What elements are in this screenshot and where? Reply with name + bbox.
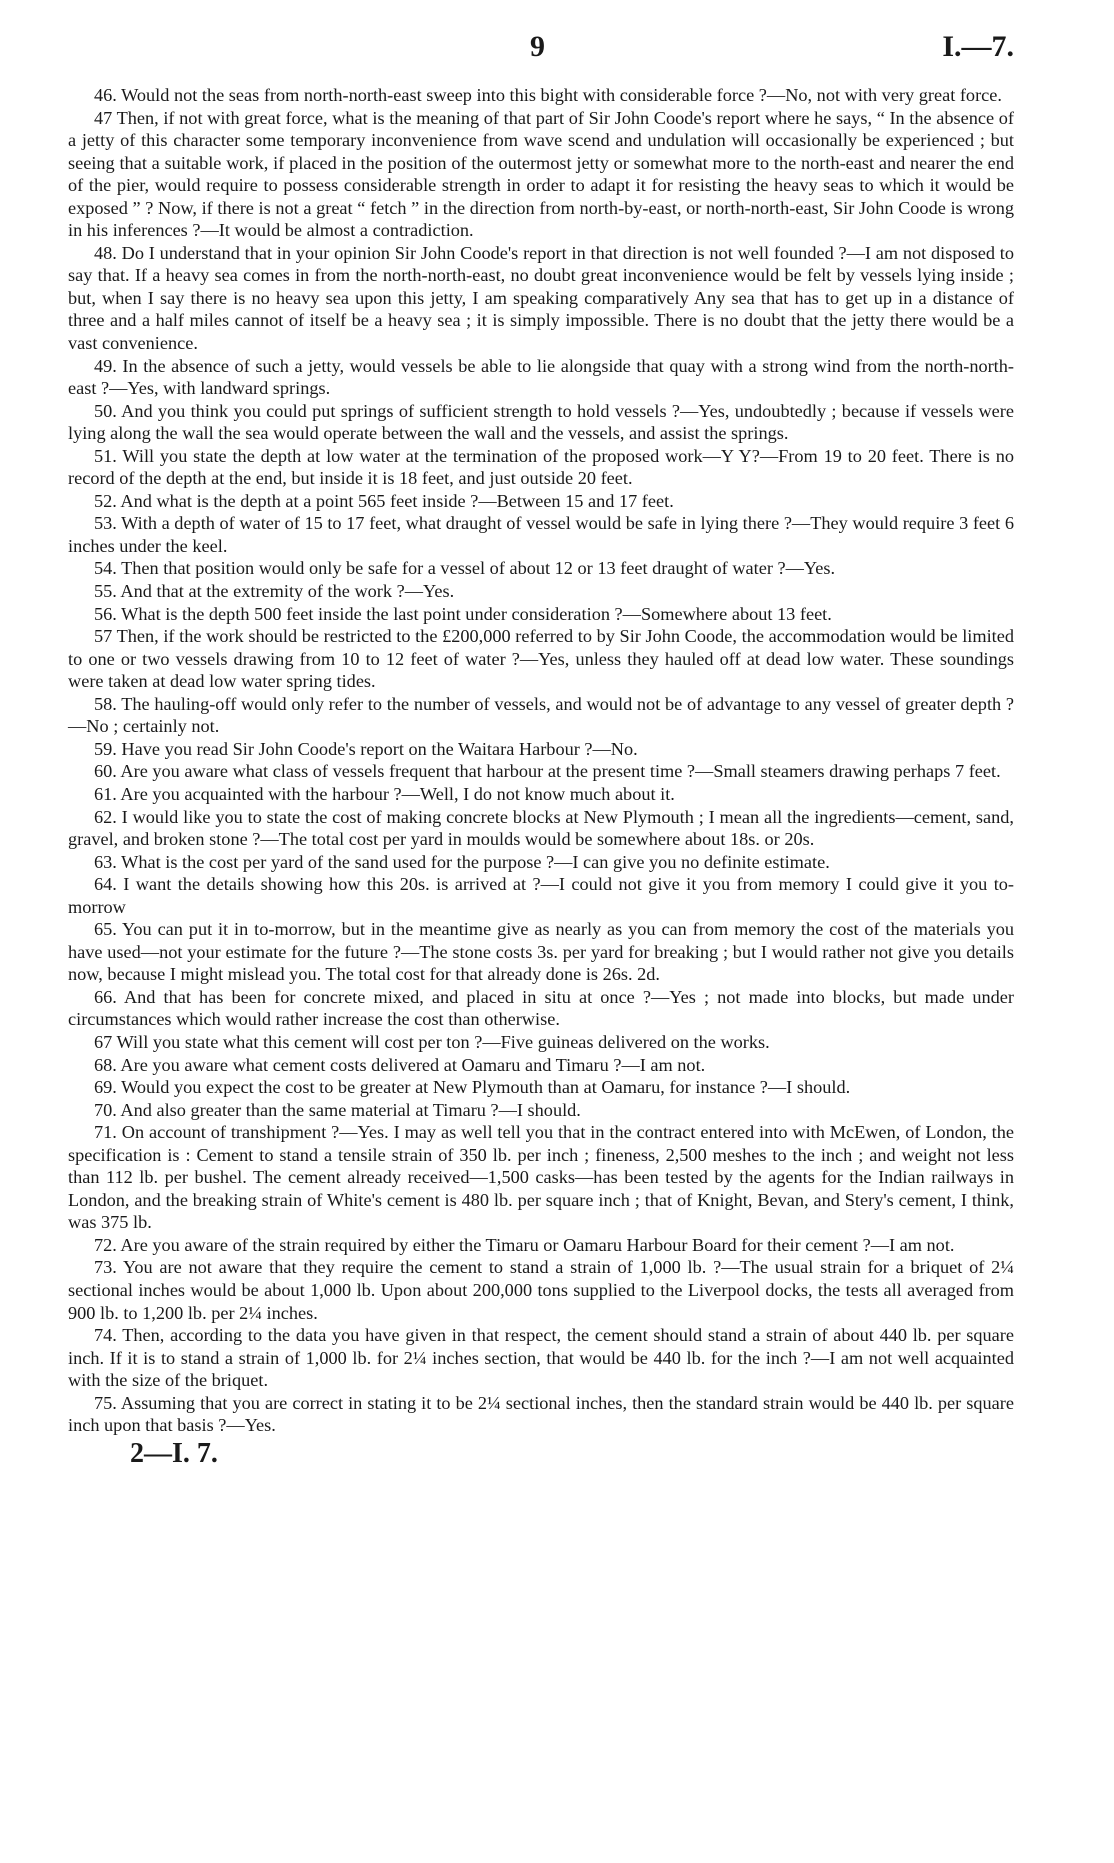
paragraph: 69. Would you expect the cost to be greater at New Plymouth than at Oamaru, for instance ?—I should. [94,1077,851,1098]
paragraph: 61. Are you acquainted with the harbour ?—Well, I do not know much about it. [94,783,675,804]
document-body [68,84,1014,1437]
paragraph: 49. In the absence of such a jetty, would vessels be able to lie alongside that quay with a strong wind from the north-north-east ?—Yes, with landward springs. [68,355,1014,399]
document-reference: I.—7. [942,30,1014,63]
paragraph: 63. What is the cost per yard of the sand used for the purpose ?—I can give you no definite estimate. [94,851,830,872]
paragraph: 72. Are you aware of the strain required by either the Timaru or Oamaru Harbour Board for their cement ?—I am not. [94,1234,955,1255]
paragraph: 67 Will you state what this cement will cost per ton ?—Five guineas delivered on the works. [94,1031,770,1052]
paragraph: 74. Then, according to the data you have given in that respect, the cement should stand a strain of about 440 lb. per square inch. If it is to stand a strain of 1,000 lb. for 2¼ inches section, that would be 440 lb. for the inch ?—I am not well acquainted with the size of the briquet. [68,1325,1014,1391]
signature-mark: 2—I. 7. [130,1437,218,1469]
paragraph: 46. Would not the seas from north-north-east sweep into this bight with considerable force ?—No, not with very great force. [94,85,1002,105]
paragraph: 57 Then, if the work should be restricted to the £200,000 referred to by Sir John Coode, the accommodation would be limited to one or two vessels drawing from 10 to 12 feet of water ?—Yes, unless they hauled off at dead low water. These soundings were taken at dead low water spring tides. [68,626,1014,692]
paragraph: 66. And that has been for concrete mixed, and placed in situ at once ?—Yes ; not made into blocks, but made under circumstances which would rather increase the cost than otherwise. [68,986,1014,1030]
paragraph: 60. Are you aware what class of vessels frequent that harbour at the present time ?—Small steamers drawing perhaps 7 feet. [94,761,1001,782]
page-number: 9 [530,30,545,63]
page-header [68,30,1014,84]
paragraph: 75. Assuming that you are correct in stating it to be 2¼ sectional inches, then the standard strain would be 440 lb. per square inch upon that basis ?—Yes. [68,1392,1014,1436]
paragraph: 59. Have you read Sir John Coode's report on the Waitara Harbour ?—No. [94,738,638,759]
paragraph: 64. I want the details showing how this 20s. is arrived at ?—I could not give it you from memory I could give it you to-morrow [68,874,1014,917]
paragraph: 50. And you think you could put springs of sufficient strength to hold vessels ?—Yes, undoubtedly ; because if vessels were lying along the wall the sea would operate between the wall and the vessels, and assist the springs. [68,400,1014,444]
paragraph: 55. And that at the extremity of the work ?—Yes. [94,581,455,602]
paragraph: 52. And what is the depth at a point 565 feet inside ?—Between 15 and 17 feet. [94,490,674,511]
paragraph: 53. With a depth of water of 15 to 17 feet, what draught of vessel would be safe in lying there ?—They would require 3 feet 6 inches under the keel. [68,513,1014,556]
paragraph: 65. You can put it in to-morrow, but in the meantime give as nearly as you can from memory the cost of the materials you have used—not your estimate for the future ?—The stone costs 3s. per yard for breaking ; but I would rather not give you details now, because I might mislead you. The total cost for that already done is 26s. 2d. [68,919,1014,985]
paragraph: 70. And also greater than the same material at Timaru ?—I should. [94,1099,581,1120]
paragraph: 54. Then that position would only be safe for a vessel of about 12 or 13 feet draught of water ?—Yes. [94,558,836,579]
paragraph: 71. On account of transhipment ?—Yes. I may as well tell you that in the contract entered into with McEwen, of London, the specification is : Cement to stand a tensile strain of 350 lb. per inch ; fineness, 2,500 meshes to the inch ; and weight not less than 112 lb. per bushel. The cement already received—1,500 casks—has been tested by the agents for the Indian railways in London, and the breaking strain of White's cement is 480 lb. per square inch ; that of Knight, Bevan, and Stery's cement, I think, was 375 lb. [68,1122,1014,1233]
paragraph: 68. Are you aware what cement costs delivered at Oamaru and Timaru ?—I am not. [94,1054,706,1075]
paragraph: 62. I would like you to state the cost of making concrete blocks at New Plymouth ; I mean all the ingredients—cement, sand, gravel, and broken stone ?—The total cost per yard in moulds would be somewhere about 18s. or 20s. [68,806,1014,850]
paragraph: 56. What is the depth 500 feet inside the last point under consideration ?—Somewhere about 13 feet. [94,603,832,624]
document-page [68,30,1014,1469]
paragraph: 47 Then, if not with great force, what is the meaning of that part of Sir John Coode's report where he says, “ In the absence of a jetty of this character some temporary inconvenience from wave scend and undulation will occasionally be experienced ; but seeing that a suitable work, if placed in the position of the outermost jetty or somewhat more to the north-east and nearer the end of the pier, would require to possess considerable strength in order to adapt it for resisting the heavy seas to which it would be exposed ” ? Now, if there is not a great “ fetch ” in the direction from north-by-east, or north-north-east, Sir John Coode is wrong in his inferences ?—It would be almost a contradiction. [68,107,1014,241]
paragraph: 48. Do I understand that in your opinion Sir John Coode's report in that direction is not well founded ?—I am not disposed to say that. If a heavy sea comes in from the north-north-east, no doubt great inconvenience would be felt by vessels lying inside ; but, when I say there is no heavy sea upon this jetty, I am speaking comparatively Any sea that has to get up in a distance of three and a half miles cannot of itself be a heavy sea ; it is simply impossible. There is no doubt that the jetty there would be a vast convenience. [68,242,1014,354]
paragraph: 58. The hauling-off would only refer to the number of vessels, and would not be of advantage to any vessel of greater depth ?—No ; certainly not. [68,693,1014,737]
paragraph: 73. You are not aware that they require the cement to stand a strain of 1,000 lb. ?—The usual strain for a briquet of 2¼ sectional inches would be about 1,000 lb. Upon about 200,000 tons supplied to the Liverpool docks, the tests all averaged from 900 lb. to 1,200 lb. per 2¼ inches. [68,1257,1014,1323]
paragraph: 51. Will you state the depth at low water at the termination of the proposed work—Y Y?—From 19 to 20 feet. There is no record of the depth at the end, but inside it is 18 feet, and just outside 20 feet. [68,445,1014,489]
